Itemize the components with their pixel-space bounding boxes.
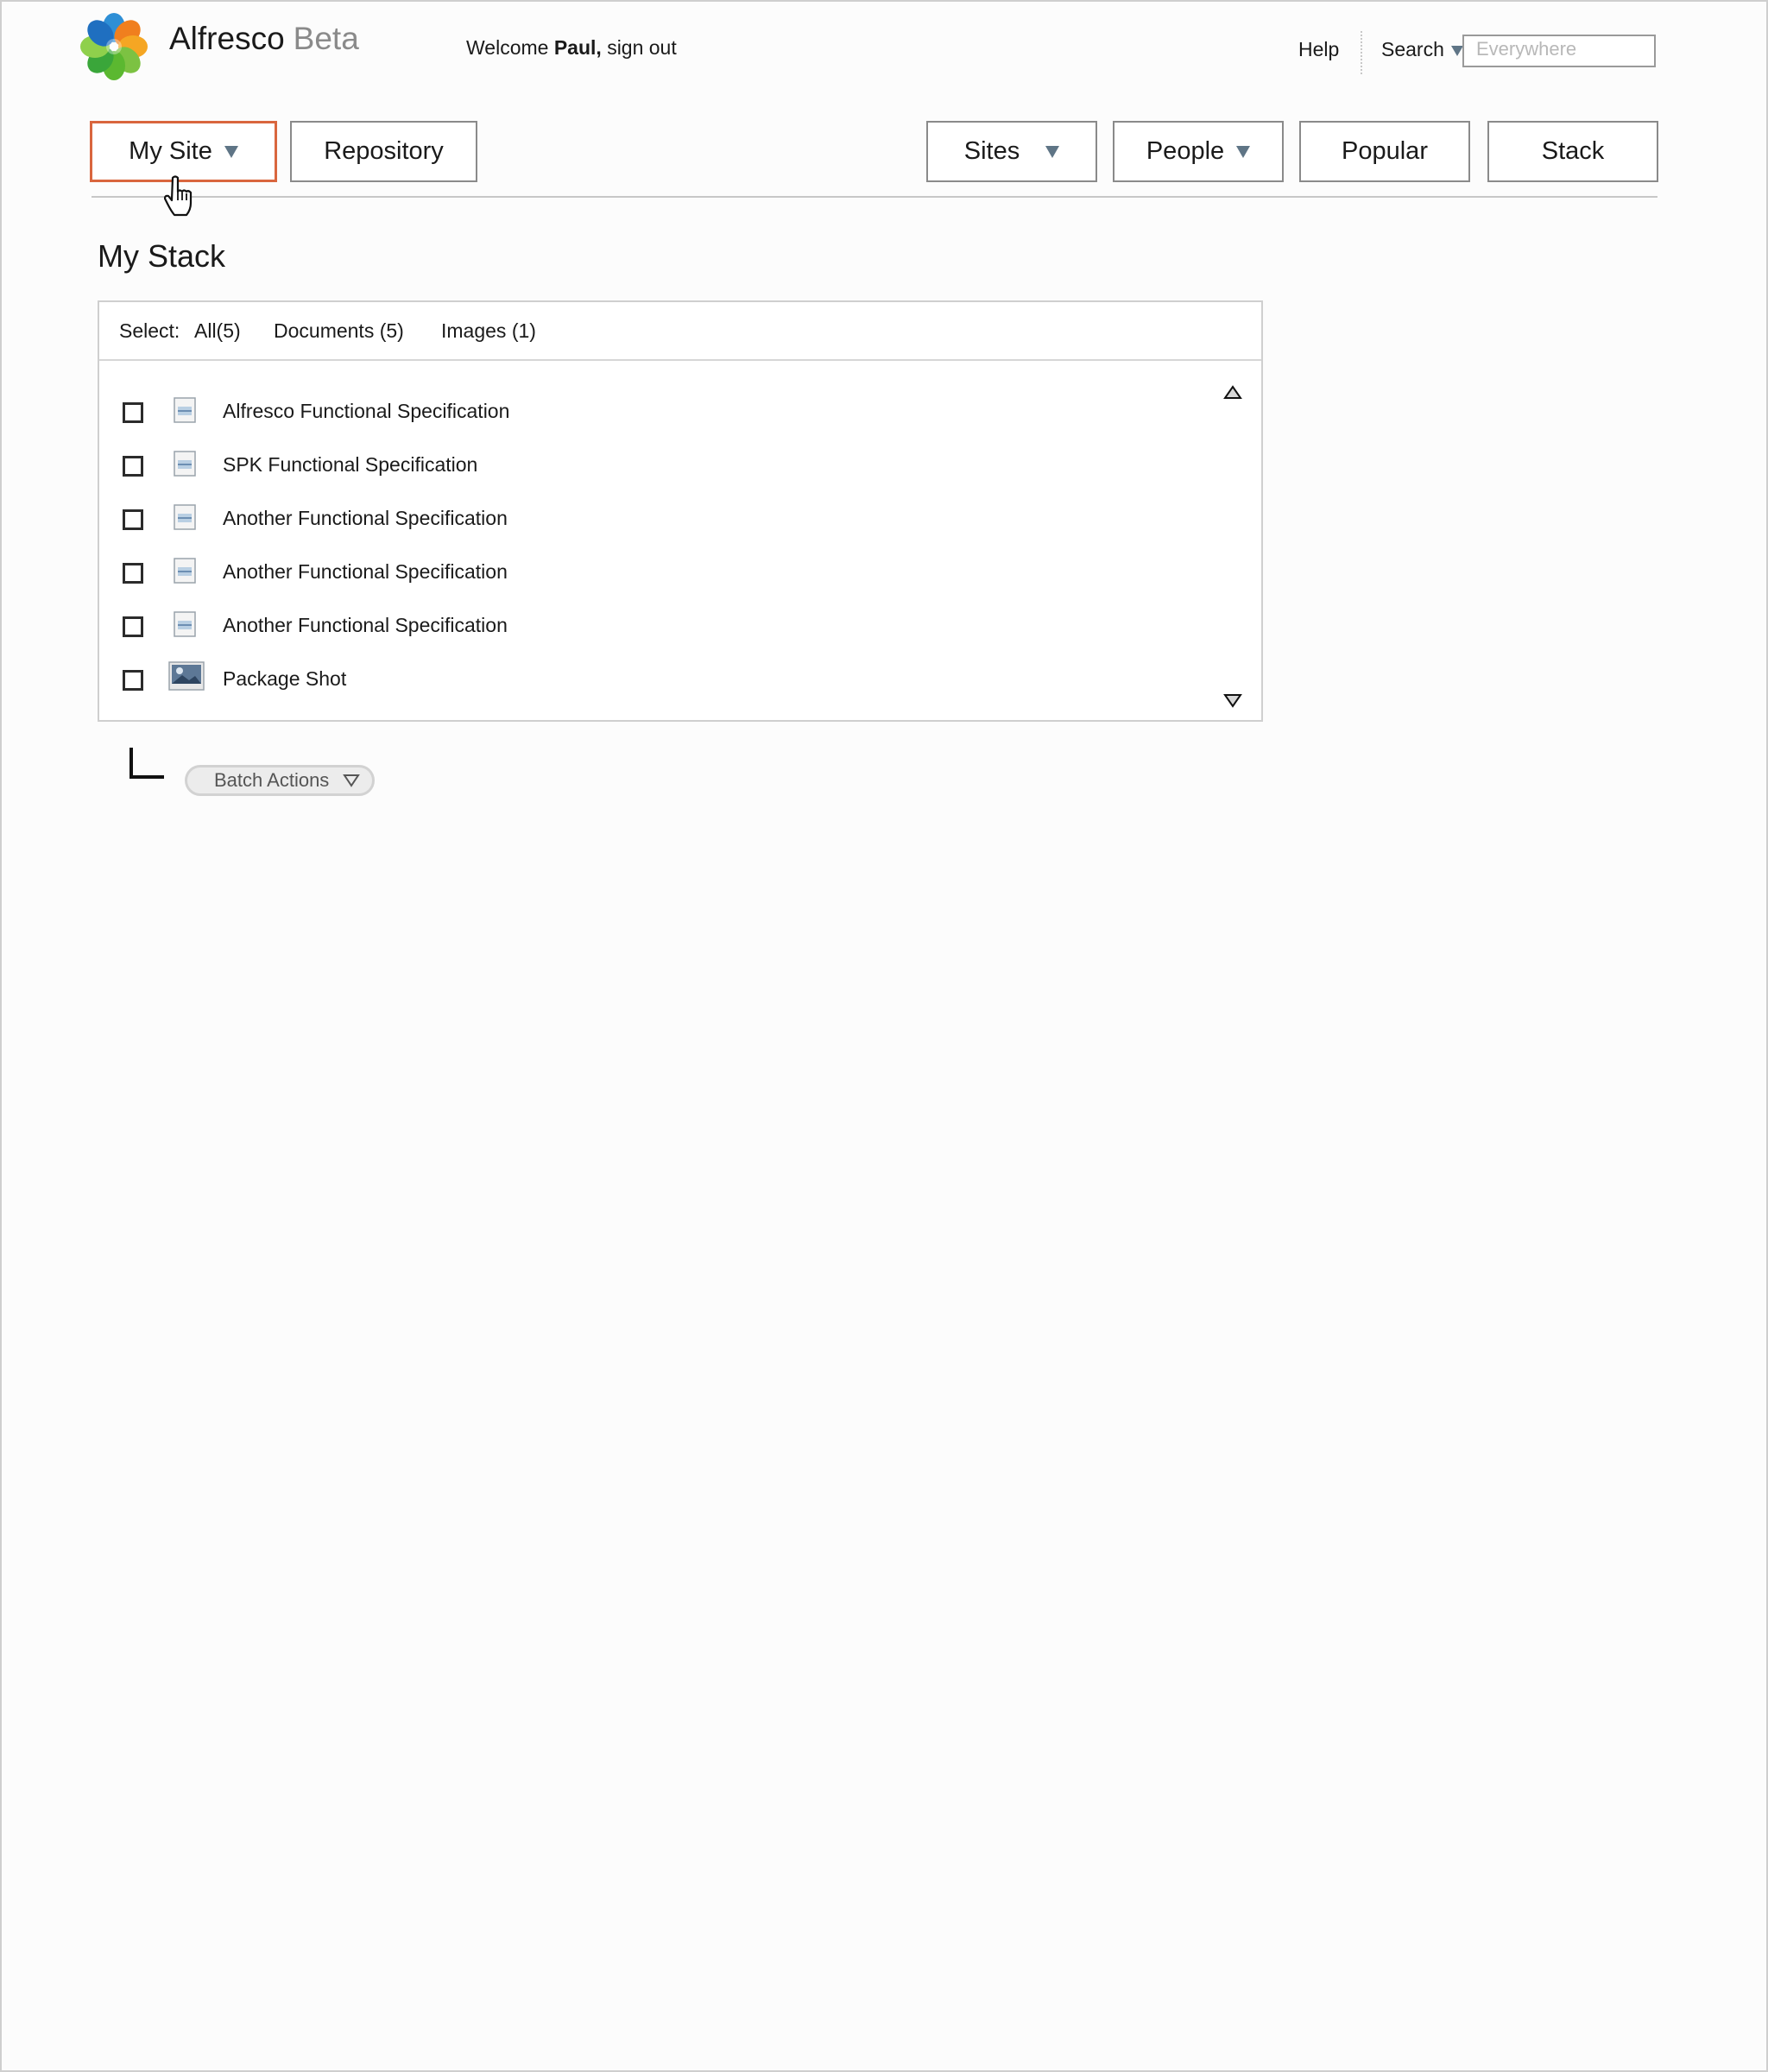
item-checkbox[interactable] [123,670,143,691]
user-name: Paul, [553,36,602,59]
header-divider [1361,31,1362,74]
nav-divider [92,196,1658,198]
filter-all[interactable]: All(5) [194,319,241,342]
page-title: My Stack [98,238,226,274]
list-item[interactable] [99,499,1256,542]
item-name: SPK Functional Specification [223,453,478,476]
chevron-down-icon [343,774,360,787]
nav-popular-label: Popular [1342,137,1428,165]
filter-documents[interactable]: Documents (5) [274,319,404,342]
batch-actions-button[interactable] [185,765,375,796]
nav-stack-button[interactable] [1487,121,1658,182]
chevron-down-icon [224,146,238,158]
select-label: Select: [119,319,180,342]
brand-name: Alfresco [169,21,285,56]
hand-pointer-icon [164,174,193,218]
document-icon [174,611,196,637]
list-item[interactable] [99,392,1256,435]
batch-actions-label: Batch Actions [214,769,330,791]
document-icon [174,504,196,530]
item-checkbox[interactable] [123,563,143,584]
image-icon [168,661,205,691]
search-label: Search [1381,38,1444,60]
welcome-message [466,36,677,60]
welcome-prefix: Welcome [466,36,549,59]
triangle-up-icon[interactable] [1223,385,1242,401]
list-item[interactable] [99,606,1256,649]
filter-images[interactable]: Images (1) [441,319,536,342]
app-brand [169,21,359,57]
alfresco-logo-icon[interactable] [79,12,148,81]
nav-popular-button[interactable] [1299,121,1470,182]
document-icon [174,558,196,584]
item-checkbox[interactable] [123,402,143,423]
selection-bracket [129,748,164,779]
brand-suffix: Beta [293,21,359,56]
chevron-down-icon [1045,146,1059,158]
item-checkbox[interactable] [123,509,143,530]
chevron-down-icon [1451,46,1463,56]
nav-sites-label: Sites [963,137,1020,165]
triangle-down-icon[interactable] [1223,692,1242,708]
document-icon [174,397,196,423]
search-input[interactable] [1464,36,1649,62]
stack-panel [98,300,1263,722]
list-item[interactable] [99,660,1256,703]
search-scope-dropdown[interactable] [1381,38,1463,61]
nav-my-site-button[interactable] [90,121,277,182]
document-icon [174,451,196,477]
list-item[interactable] [99,445,1256,489]
item-name: Package Shot [223,667,347,690]
nav-sites-button[interactable] [926,121,1097,182]
item-name: Another Functional Specification [223,507,508,529]
nav-my-site-label: My Site [129,137,212,165]
nav-people-label: People [1146,137,1225,165]
filter-bar [99,302,1261,361]
search-field[interactable] [1462,35,1656,67]
help-link[interactable]: Help [1298,38,1340,60]
sign-out-link[interactable]: sign out [607,36,677,59]
nav-repository-button[interactable] [290,121,477,182]
item-name: Another Functional Specification [223,614,508,636]
item-checkbox[interactable] [123,616,143,637]
list-item[interactable] [99,553,1256,596]
nav-stack-label: Stack [1541,137,1605,165]
chevron-down-icon [1236,146,1250,158]
nav-people-button[interactable] [1113,121,1284,182]
item-name: Another Functional Specification [223,560,508,583]
item-name: Alfresco Functional Specification [223,400,510,422]
item-checkbox[interactable] [123,456,143,477]
nav-repository-label: Repository [324,137,444,165]
